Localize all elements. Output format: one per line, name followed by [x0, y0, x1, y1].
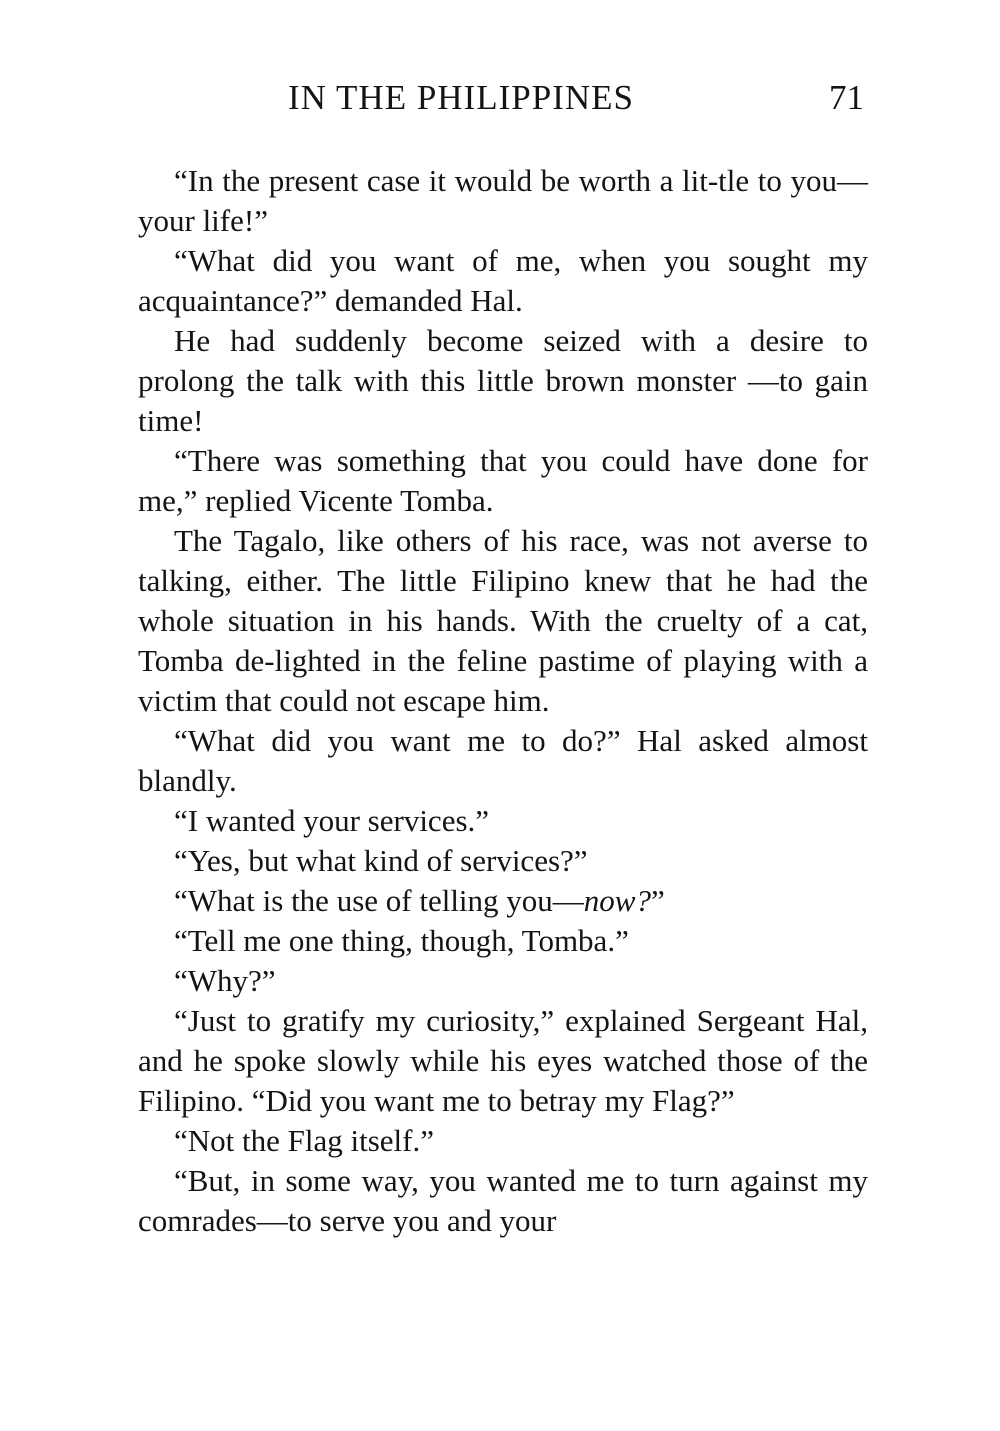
paragraph: “Yes, but what kind of services?” [174, 843, 588, 878]
paragraph: “Just to gratify my curiosity,” explained Sergeant Hal, and he spoke slowly while his eyes watched those of the Filipino. “Did you want me to betray my Flag?” [138, 1003, 868, 1118]
paragraph: “Not the Flag itself.” [174, 1123, 434, 1158]
paragraph-italic-emphasis [138, 881, 868, 921]
paragraph: “What did you want of me, when you sought my acquaintance?” demanded Hal. [138, 243, 868, 318]
paragraph: “What did you want me to do?” Hal asked almost blandly. [138, 723, 868, 798]
paragraph-text-after: ” [650, 883, 665, 918]
paragraph: “Tell me one thing, though, Tomba.” [174, 923, 629, 958]
paragraph: He had suddenly become seized with a desire to prolong the talk with this little brown monster —to gain time! [138, 323, 868, 438]
paragraph: “But, in some way, you wanted me to turn against my comrades—to serve you and your [138, 1163, 868, 1238]
body-text [138, 161, 868, 1241]
italic-emphasis: now? [583, 883, 651, 918]
paragraph-text-before: “What is the use of telling you— [174, 883, 584, 918]
paragraph: “In the present case it would be worth a lit-tle to you—your life!” [138, 163, 868, 238]
paragraph: “I wanted your services.” [174, 803, 490, 838]
page-header [138, 78, 868, 128]
paragraph: The Tagalo, like others of his race, was not averse to talking, either. The little Filipino knew that he had the whole situation in his hands. With the cruelty of a cat, Tomba de-lighted in the feline pastime of playing with a victim that could not escape him. [138, 523, 868, 718]
paragraph: “There was something that you could have done for me,” replied Vicente Tomba. [138, 443, 868, 518]
paragraph: “Why?” [174, 963, 276, 998]
page-number: 71 [829, 78, 864, 117]
running-head: IN THE PHILIPPINES [288, 78, 634, 117]
